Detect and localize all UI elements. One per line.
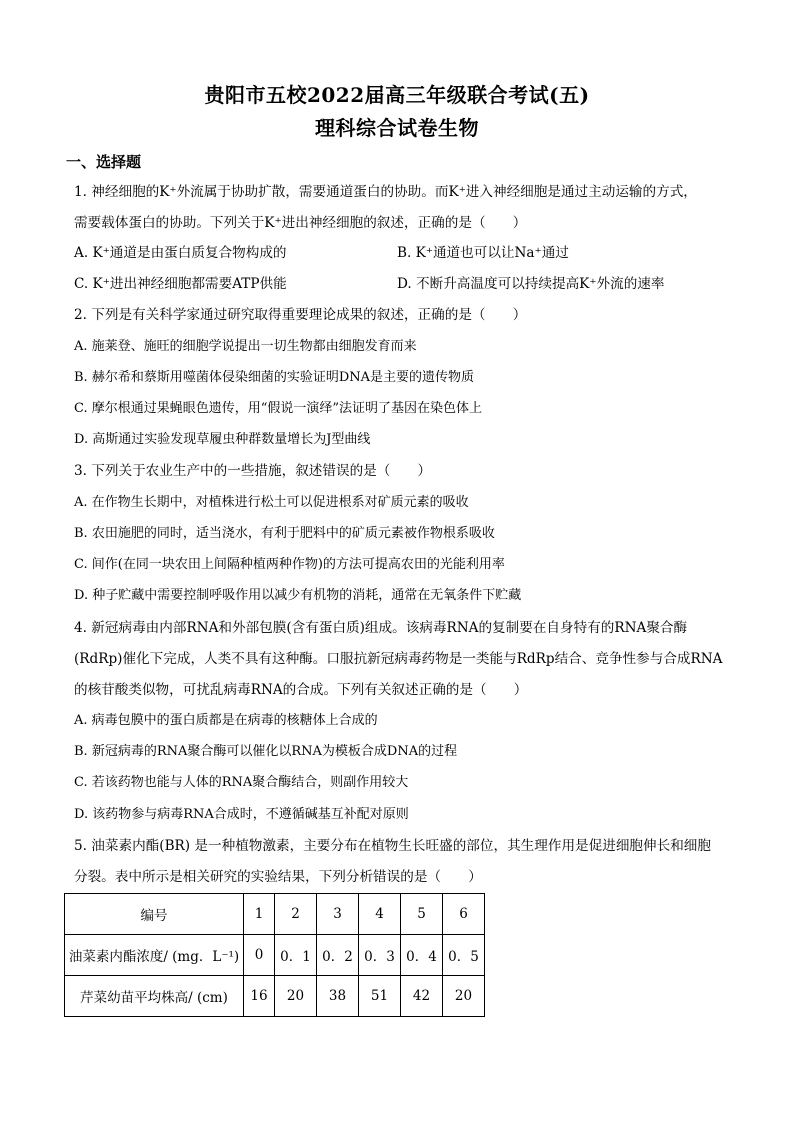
q4-option-d: D. 该药物参与病毒RNA合成时，不遵循碱基互补配对原则 xyxy=(74,807,409,822)
table-cell: 38 xyxy=(317,976,359,1017)
page-subtitle: 理科综合试卷生物 xyxy=(315,116,479,140)
q2-stem: 2. 下列是有关科学家通过研究取得重要理论成果的叙述，正确的是（ ） xyxy=(74,307,527,323)
q5-stem-line2: 分裂。表中所示是相关研究的实验结果，下列分析错误的是（ ） xyxy=(74,869,482,885)
table-header-cell: 芹菜幼苗平均株高/ (cm) xyxy=(65,976,244,1017)
q1-option-a: A. K⁺通道是由蛋白质复合物构成的 xyxy=(74,245,287,261)
q1-option-c: C. K⁺进出神经细胞都需要ATP供能 xyxy=(74,276,287,292)
q2-option-a: A. 施莱登、施旺的细胞学说提出一切生物都由细胞发育而来 xyxy=(74,339,417,354)
q2-option-c: C. 摩尔根通过果蝇眼色遗传，用“假说一演绎”法证明了基因在染色体上 xyxy=(74,401,483,416)
q3-option-d: D. 种子贮藏中需要控制呼吸作用以减少有机物的消耗，通常在无氧条件下贮藏 xyxy=(74,588,522,603)
q3-option-a: A. 在作物生长期中，对植株进行松土可以促进根系对矿质元素的吸收 xyxy=(74,495,469,510)
table-cell: 16 xyxy=(244,976,275,1017)
page-title: 贵阳市五校2022届高三年级联合考试(五) xyxy=(204,83,590,107)
q1-stem-line1: 1. 神经细胞的K⁺外流属于协助扩散，需要通道蛋白的协助。而K⁺进入神经细胞是通过主动运输的方式， xyxy=(74,184,697,200)
table-header-cell: 油菜素内酯浓度/ (mg．L⁻¹) xyxy=(65,935,244,976)
results-table xyxy=(64,893,485,1017)
q4-option-b: B. 新冠病毒的RNA聚合酶可以催化以RNA为模板合成DNA的过程 xyxy=(74,744,458,759)
q3-option-b: B. 农田施肥的同时，适当浇水，有利于肥料中的矿质元素被作物根系吸收 xyxy=(74,526,495,541)
table-cell: 20 xyxy=(443,976,485,1017)
table-header-cell: 编号 xyxy=(65,894,244,935)
q3-option-c: C. 间作(在同一块农田上间隔种植两种作物)的方法可提高农田的光能利用率 xyxy=(74,557,505,572)
q1-stem-line2: 需要载体蛋白的协助。下列关于K⁺进出神经细胞的叙述，正确的是（ ） xyxy=(74,215,527,231)
table-cell: 2 xyxy=(275,894,317,935)
table-cell: 3 xyxy=(317,894,359,935)
table-cell: 6 xyxy=(443,894,485,935)
table-row xyxy=(65,894,485,935)
table-cell: 5 xyxy=(401,894,443,935)
table-cell: 0．2 xyxy=(317,935,359,976)
q1-option-d: D. 不断升高温度可以持续提高K⁺外流的速率 xyxy=(397,276,665,292)
table-cell: 20 xyxy=(275,976,317,1017)
table-cell: 0．3 xyxy=(359,935,401,976)
table-row xyxy=(65,976,485,1017)
q2-option-d: D. 高斯通过实验发现草履虫种群数量增长为J型曲线 xyxy=(74,432,371,447)
table-cell: 51 xyxy=(359,976,401,1017)
table-cell: 0．4 xyxy=(401,935,443,976)
q4-stem-line3: 的核苷酸类似物，可扰乱病毒RNA的合成。下列有关叙述正确的是（ ） xyxy=(74,682,528,698)
q4-stem-line1: 4. 新冠病毒由内部RNA和外部包膜(含有蛋白质)组成。该病毒RNA的复制要在自身特有的RNA聚合酶 xyxy=(74,620,688,636)
table-cell: 4 xyxy=(359,894,401,935)
table-cell: 0．1 xyxy=(275,935,317,976)
q4-option-c: C. 若该药物也能与人体的RNA聚合酶结合，则副作用较大 xyxy=(74,775,409,790)
table-cell: 42 xyxy=(401,976,443,1017)
table-row xyxy=(65,935,485,976)
section-heading: 一、选择题 xyxy=(66,153,142,171)
q2-option-b: B. 赫尔希和蔡斯用噬菌体侵染细菌的实验证明DNA是主要的遗传物质 xyxy=(74,370,475,385)
table-cell: 0．5 xyxy=(443,935,485,976)
table-cell: 0 xyxy=(244,935,275,976)
q1-option-b: B. K⁺通道也可以让Na⁺通过 xyxy=(397,245,569,261)
q4-option-a: A. 病毒包膜中的蛋白质都是在病毒的核糖体上合成的 xyxy=(74,713,378,728)
q5-stem-line1: 5. 油菜素内酯(BR) 是一种植物激素，主要分布在植物生长旺盛的部位，其生理作用是促进细胞伸长和细胞 xyxy=(74,838,711,854)
table-cell: 1 xyxy=(244,894,275,935)
q4-stem-line2: (RdRp)催化下完成，人类不具有这种酶。口服抗新冠病毒药物是一类能与RdRp结合、竞争性参与合成RNA xyxy=(74,651,723,667)
q3-stem: 3. 下列关于农业生产中的一些措施，叙述错误的是（ ） xyxy=(74,463,432,479)
